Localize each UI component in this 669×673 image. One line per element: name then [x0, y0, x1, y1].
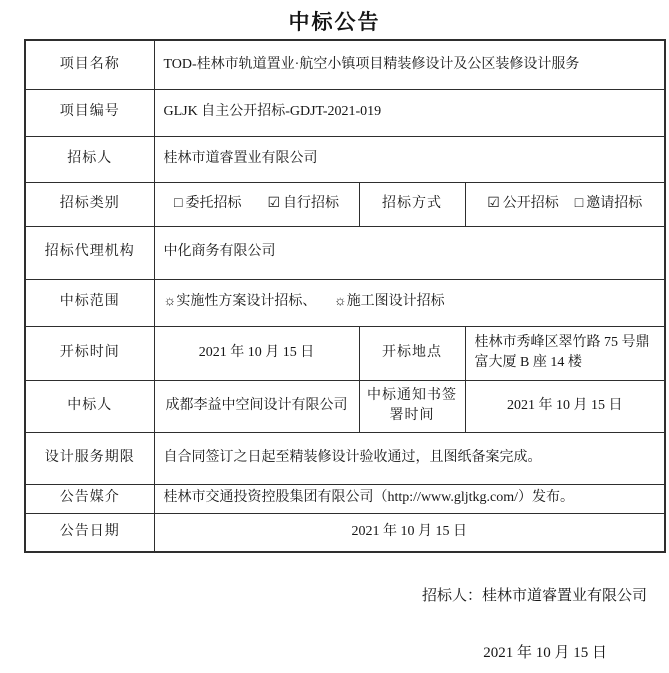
- option-label: 委托招标: [185, 195, 242, 211]
- agency-label: 招标代理机构: [25, 226, 154, 279]
- service-period-label: 设计服务期限: [25, 432, 154, 484]
- service-period-value: 自合同签订之日起至精装修设计验收通过，且图纸备案完成。: [154, 432, 665, 484]
- signature-date-line: 2021 年 10 月 15 日: [483, 645, 607, 661]
- scope-item-label: 实施性方案设计招标、: [176, 294, 317, 310]
- winner-value: 成都李益中空间设计有限公司: [154, 380, 359, 432]
- row-project-name: [25, 40, 665, 89]
- scope-label: 中标范围: [25, 279, 154, 326]
- opening-place-value: 桂林市秀峰区翠竹路 75 号鼎富大厦 B 座 14 楼: [465, 326, 665, 380]
- project-name-value: TOD-桂林市轨道置业·航空小镇项目精装修设计及公区装修设计服务: [154, 40, 665, 89]
- row-tenderee: [25, 136, 665, 182]
- row-agency: [25, 226, 665, 279]
- agency-value: 中化商务有限公司: [154, 226, 665, 279]
- row-winner: [25, 380, 665, 432]
- notice-sign-time-label: 中标通知书签署时间: [359, 380, 465, 432]
- scope-item-construction-drawing: [334, 294, 445, 309]
- opening-time-label: 开标时间: [25, 326, 154, 380]
- announce-date-value: 2021 年 10 月 15 日: [154, 513, 665, 552]
- row-opening: [25, 326, 665, 380]
- checkbox-checked-icon: ☑: [267, 195, 281, 211]
- scope-item-label: 施工图设计招标: [346, 294, 445, 310]
- scope-item-scheme-design: [164, 294, 317, 309]
- media-label: 公告媒介: [25, 484, 154, 513]
- row-announce-date: [25, 513, 665, 552]
- signature-bidder-line: 招标人：桂林市道睿置业有限公司: [421, 588, 647, 604]
- row-project-no: [25, 89, 665, 136]
- tenderee-value: 桂林市道睿置业有限公司: [154, 136, 665, 182]
- project-no-label: 项目编号: [25, 89, 154, 136]
- row-bid-category: [25, 182, 665, 226]
- row-media: [25, 484, 665, 513]
- row-scope: [25, 279, 665, 326]
- bid-method-options: [465, 182, 665, 226]
- option-open-tender: [487, 194, 559, 214]
- winner-label: 中标人: [25, 380, 154, 432]
- checkbox-unchecked-icon: □: [173, 195, 183, 211]
- scope-value: [154, 279, 665, 326]
- option-self-tender: [267, 194, 339, 214]
- option-label: 自行招标: [283, 195, 340, 211]
- media-value: 桂林市交通投资控股集团有限公司（http://www.gljtkg.com/）发布。: [154, 484, 665, 513]
- announce-date-label: 公告日期: [25, 513, 154, 552]
- project-no-value: GLJK 自主公开招标-GDJT-2021-019: [154, 89, 665, 136]
- bid-category-label: 招标类别: [25, 182, 154, 226]
- sun-bullet-icon: ☼: [333, 294, 347, 310]
- bid-notice-table: [24, 39, 666, 553]
- opening-time-value: 2021 年 10 月 15 日: [154, 326, 359, 380]
- project-name-label: 项目名称: [25, 40, 154, 89]
- checkbox-checked-icon: ☑: [487, 195, 500, 211]
- sun-bullet-icon: ☼: [163, 294, 177, 310]
- row-service-period: [25, 432, 665, 484]
- bid-category-options: [154, 182, 359, 226]
- notice-sign-time-value: 2021 年 10 月 15 日: [465, 380, 665, 432]
- checkbox-unchecked-icon: □: [574, 195, 584, 211]
- option-invited-tender: [575, 194, 642, 214]
- option-label: 邀请招标: [586, 195, 643, 211]
- tenderee-label: 招标人: [25, 136, 154, 182]
- page-title: 中标公告: [288, 11, 381, 34]
- bid-method-label: 招标方式: [359, 182, 465, 226]
- option-delegated-tender: [174, 194, 241, 214]
- opening-place-label: 开标地点: [359, 326, 465, 380]
- option-label: 公开招标: [502, 195, 559, 211]
